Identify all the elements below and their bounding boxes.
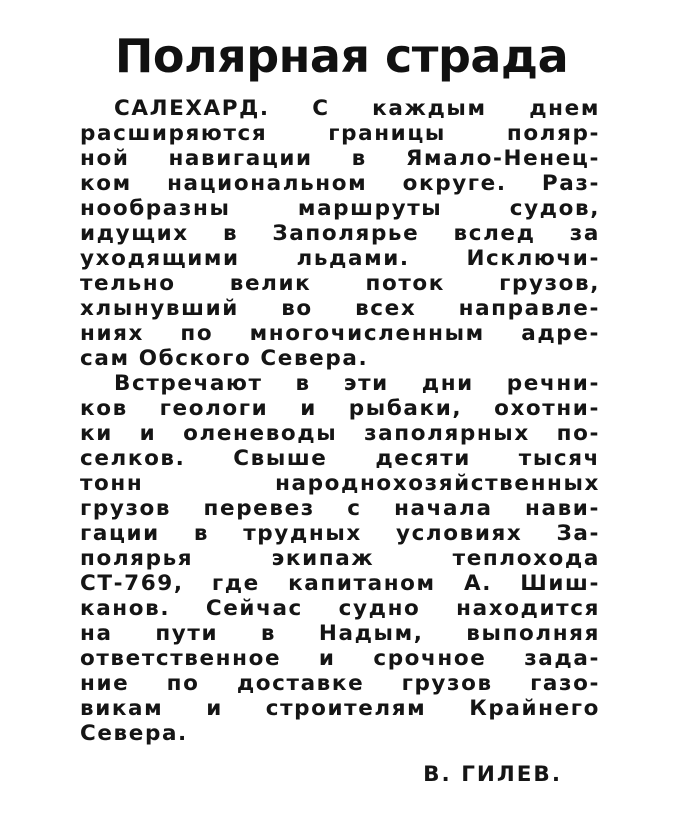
text-line: ответственное и срочное зада- <box>80 646 600 671</box>
text-line: полярья экипаж теплохода <box>80 546 600 571</box>
text-line: ком национальном округе. Раз- <box>80 171 600 196</box>
text-line: идущих в Заполярье вслед за <box>80 221 600 246</box>
text-line: канов. Сейчас судно находится <box>80 596 600 621</box>
text-line: нообразны маршруты судов, <box>80 196 600 221</box>
text-line: СТ-769, где капитаном А. Шиш- <box>80 571 600 596</box>
text-line: Севера. <box>80 721 188 746</box>
paragraph-2 <box>80 371 600 746</box>
text-line: селков. Свыше десяти тысяч <box>80 446 600 471</box>
text-line: ков геологи и рыбаки, охотни- <box>80 396 600 421</box>
paragraph-1 <box>80 96 600 371</box>
text-line: тонн народнохозяйственных <box>80 471 600 496</box>
text-line: тельно велик поток грузов, <box>80 271 600 296</box>
text-line: ниях по многочисленным адре- <box>80 321 600 346</box>
text-line: на пути в Надым, выполняя <box>80 621 600 646</box>
text-line: викам и строителям Крайнего <box>80 696 600 721</box>
text-line: грузов перевез с начала нави- <box>80 496 600 521</box>
article-body <box>80 96 600 746</box>
text-line: ки и оленеводы заполярных по- <box>80 421 600 446</box>
text-line: САЛЕХАРД. С каждым днем <box>114 96 600 121</box>
author-signature: В. ГИЛЕВ. <box>423 762 562 787</box>
text-line: гации в трудных условиях За- <box>80 521 600 546</box>
text-line: сам Обского Севера. <box>80 346 369 371</box>
article-title: Полярная страда <box>114 29 569 83</box>
text-line: расширяются границы поляр- <box>80 121 600 146</box>
text-line: ние по доставке грузов газо- <box>80 671 600 696</box>
text-line: ной навигации в Ямало-Ненец- <box>80 146 600 171</box>
text-line: Встречают в эти дни речни- <box>114 371 600 396</box>
text-line: уходящими льдами. Исключи- <box>80 246 600 271</box>
text-line: хлынувший во всех направле- <box>80 296 600 321</box>
